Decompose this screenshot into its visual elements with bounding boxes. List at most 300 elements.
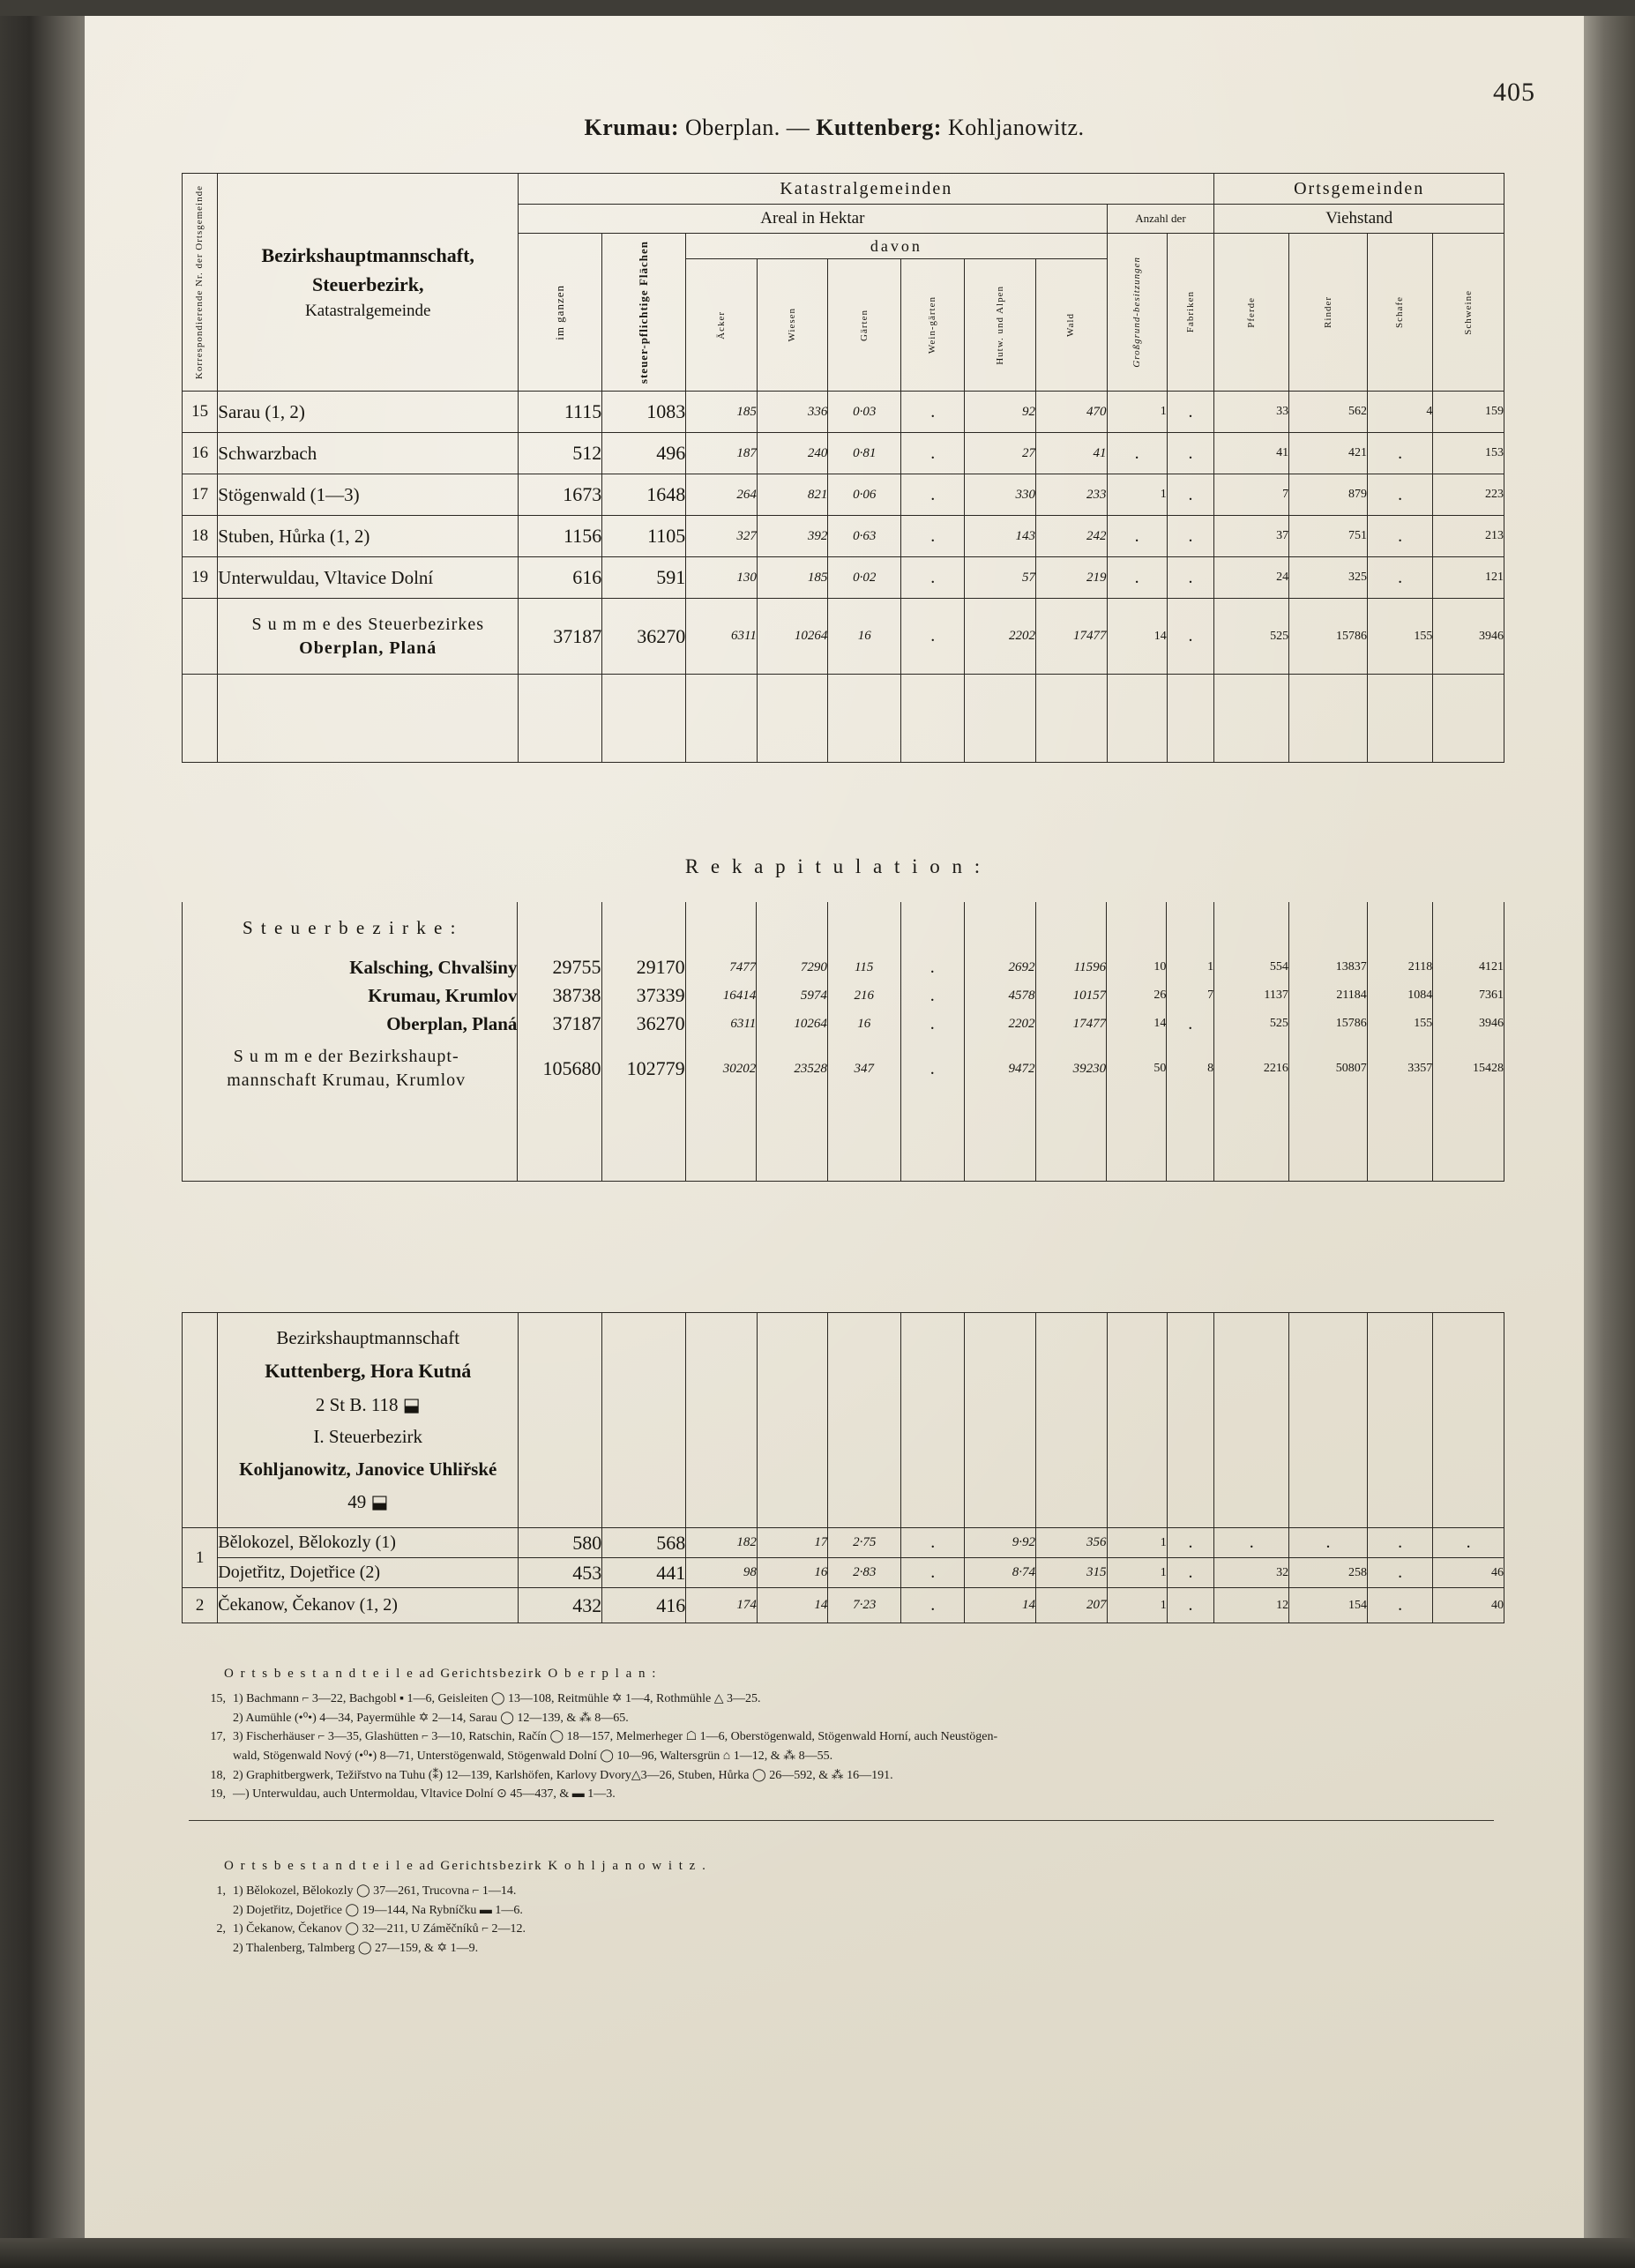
header-right-district: Kuttenberg: — [816, 115, 942, 140]
blank-cell — [686, 675, 758, 763]
statistics-table — [182, 173, 1504, 763]
total-steuer: 102779 — [601, 1038, 685, 1100]
blank-cell — [828, 675, 901, 763]
blank-cell — [757, 1100, 828, 1181]
blank-cell — [601, 1100, 685, 1181]
footnote-body: Fischerhäuser ⌐ 3—35, Glashütten ⌐ 3—10, Ratschin, Račín ◯ 18—157, Melmerheger ☖ 1—6, Oberstögenwald, Stögenwald Horní, auch Neustögen- — [246, 1730, 998, 1744]
kuttenberg-title-row — [183, 1313, 1504, 1528]
cell-gross: 1 — [1107, 1558, 1167, 1588]
footnote-text — [233, 1766, 1494, 1786]
cell-acker: 327 — [686, 516, 758, 557]
cell-gross: . — [1107, 557, 1167, 599]
blank-cell — [757, 1313, 828, 1528]
sum-fabr: . — [1167, 599, 1214, 675]
cell-steuer: 568 — [602, 1528, 686, 1558]
sum-gaerten: 16 — [828, 599, 901, 675]
cell-hutw: 4578 — [964, 981, 1035, 1010]
footnote-item — [189, 1727, 1494, 1747]
header-im-ganzen: im ganzen — [519, 234, 602, 392]
cell-schweine: 4121 — [1433, 953, 1504, 981]
cell-steuer: 496 — [602, 433, 686, 474]
cell-schweine: 153 — [1433, 433, 1504, 474]
cell-acker: 174 — [686, 1588, 758, 1623]
scan-edge-bottom — [0, 2238, 1635, 2268]
cell-hutw: 92 — [965, 392, 1036, 433]
row-index: 2 — [183, 1588, 218, 1623]
page-header — [85, 115, 1584, 141]
cell-schafe: . — [1367, 516, 1432, 557]
blank-cell — [685, 1100, 757, 1181]
blank-cell — [1288, 1100, 1367, 1181]
cell-schweine: 40 — [1433, 1588, 1504, 1623]
cell-hutw: 143 — [965, 516, 1036, 557]
blank-cell — [1289, 1313, 1368, 1528]
cell-wiesen: 16 — [757, 1558, 828, 1588]
row-index: 19 — [183, 557, 218, 599]
header-davon: davon — [686, 234, 1107, 259]
header-correspnr: Korrespondierende Nr. der Ortsgemeinde — [183, 174, 218, 392]
cell-im-ganzen: 512 — [519, 433, 602, 474]
cell-acker: 7477 — [685, 953, 757, 981]
blank-cell — [602, 675, 686, 763]
header-dash: — — [786, 115, 810, 140]
cell-wald: 315 — [1035, 1558, 1107, 1588]
blank-cell — [1214, 902, 1289, 953]
cell-wiesen: 7290 — [757, 953, 828, 981]
cell-wald: 207 — [1035, 1588, 1107, 1623]
blank-cell — [964, 902, 1035, 953]
sum-steuer: 36270 — [602, 599, 686, 675]
cell-schweine: . — [1433, 1528, 1504, 1558]
footnote-sub: 2) — [233, 1711, 243, 1725]
blank-cell — [1367, 675, 1432, 763]
cell-rinder: 751 — [1289, 516, 1368, 557]
footnote-text — [233, 1727, 1494, 1747]
recap-row — [183, 981, 1504, 1010]
cell-pferde: 24 — [1214, 557, 1289, 599]
cell-gross: 10 — [1107, 953, 1167, 981]
cell-im-ganzen: 37187 — [518, 1010, 601, 1038]
footnote-sub: 1) — [233, 1922, 243, 1936]
scanned-page — [85, 16, 1584, 2238]
header-viehstand: Viehstand — [1214, 205, 1504, 234]
cell-schafe: . — [1367, 474, 1432, 516]
recapitulation-table — [182, 902, 1504, 1182]
cell-steuer: 37339 — [601, 981, 685, 1010]
header-group-katastralgemeinden: Katastralgemeinden — [519, 174, 1214, 205]
footnote-number: 19, — [210, 1787, 226, 1802]
cell-hutw: 8·74 — [965, 1558, 1036, 1588]
blank-cell — [183, 675, 218, 763]
cell-pferde: 37 — [1214, 516, 1289, 557]
header-areal: Areal in Hektar — [519, 205, 1107, 234]
sum-gross: 14 — [1107, 599, 1167, 675]
sum-schweine: 3946 — [1433, 599, 1504, 675]
blank-cell — [1214, 1313, 1289, 1528]
cell-wein: . — [901, 392, 965, 433]
cell-rinder: 21184 — [1288, 981, 1367, 1010]
total-rinder: 50807 — [1288, 1038, 1367, 1100]
footnote-text — [233, 1901, 1494, 1921]
blank-cell — [900, 902, 964, 953]
footnote-body: wald, Stögenwald Nový (•⁰•) 8—71, Unterstögenwald, Stögenwald Dolní ◯ 10—96, Waltersgrün ⌂ 1—12, & ⁂ 8—55. — [233, 1749, 833, 1764]
cell-schafe: . — [1367, 1558, 1432, 1588]
sum-rinder: 15786 — [1289, 599, 1368, 675]
table-row — [183, 433, 1504, 474]
footnote-number: 17, — [210, 1730, 226, 1744]
cell-gaerten: 2·83 — [828, 1558, 901, 1588]
district-line3: 2 St B. 118 ⬓ — [315, 1393, 421, 1415]
header-katastralgemeinde: Katastralgemeinde — [305, 301, 431, 320]
cell-pferde: 33 — [1214, 392, 1289, 433]
recap-total-line1: S u m m e der Bezirkshaupt- — [233, 1047, 459, 1066]
blank-cell — [828, 1313, 901, 1528]
cell-hutw: 9·92 — [965, 1528, 1036, 1558]
table-sum-row — [183, 599, 1504, 675]
cell-schafe: 1084 — [1367, 981, 1432, 1010]
blank-cell — [1167, 902, 1214, 953]
blank-cell — [1107, 902, 1167, 953]
header-fabriken: Fabriken — [1167, 234, 1214, 392]
header-acker: Äcker — [686, 259, 758, 392]
row-name: Stögenwald (1—3) — [218, 474, 519, 516]
cell-wiesen: 392 — [757, 516, 828, 557]
cell-wald: 10157 — [1035, 981, 1107, 1010]
footnotes-kohljanowitz-heading: O r t s b e s t a n d t e i l e ad Gerichtsbezirk K o h l j a n o w i t z . — [224, 1859, 707, 1873]
cell-steuer: 441 — [602, 1558, 686, 1588]
cell-fabr: . — [1167, 392, 1214, 433]
cell-pferde: 1137 — [1214, 981, 1289, 1010]
footnote-number — [189, 1939, 233, 1958]
cell-schafe: 4 — [1367, 392, 1432, 433]
cell-im-ganzen: 1673 — [519, 474, 602, 516]
blank-cell — [1107, 675, 1167, 763]
cell-pferde: 12 — [1214, 1588, 1289, 1623]
blank-cell — [518, 902, 601, 953]
footnote-body: Thalenberg, Talmberg ◯ 27—159, & ✡ 1—9. — [245, 1942, 479, 1956]
footnote-number — [189, 1709, 233, 1728]
cell-steuer: 1083 — [602, 392, 686, 433]
district-line1: Bezirkshauptmannschaft — [276, 1327, 460, 1349]
recapitulation-title: R e k a p i t u l a t i o n : — [684, 855, 984, 877]
footnote-item — [189, 1709, 1494, 1728]
cell-schafe: 155 — [1367, 1010, 1432, 1038]
cell-rinder: 258 — [1289, 1558, 1368, 1588]
row-index: 18 — [183, 516, 218, 557]
blank-cell — [964, 1100, 1035, 1181]
table-row — [183, 474, 1504, 516]
header-steuerpflichtige: steuer-pflichtige Flächen — [602, 234, 686, 392]
row-index: 17 — [183, 474, 218, 516]
sum-label-line1: S u m m e des Steuerbezirkes — [251, 614, 484, 634]
cell-acker: 98 — [686, 1558, 758, 1588]
cell-gaerten: 0·02 — [828, 557, 901, 599]
cell-wein: . — [900, 981, 964, 1010]
cell-im-ganzen: 29755 — [518, 953, 601, 981]
cell-wald: 470 — [1035, 392, 1107, 433]
table-blank-row — [183, 675, 1504, 763]
blank-cell — [1433, 902, 1504, 953]
blank-cell — [1035, 1100, 1107, 1181]
footnote-number — [189, 1901, 233, 1921]
cell-wiesen: 821 — [757, 474, 828, 516]
cell-steuer: 29170 — [601, 953, 685, 981]
cell-pferde: 32 — [1214, 1558, 1289, 1588]
footnote-text — [233, 1920, 1494, 1939]
sum-index — [183, 599, 218, 675]
footnote-number: 15, — [210, 1692, 226, 1705]
row-name: Bělokozel, Bělokozly (1) — [218, 1528, 519, 1558]
cell-wald: 242 — [1035, 516, 1107, 557]
footnote-text — [233, 1939, 1494, 1958]
blank-cell — [519, 675, 602, 763]
header-schweine: Schweine — [1433, 234, 1504, 392]
district-line4: I. Steuerbezirk — [313, 1426, 423, 1448]
header-gaerten: Gärten — [828, 259, 901, 392]
footnote-sub: 2) — [233, 1942, 243, 1956]
recap-row — [183, 1010, 1504, 1038]
cell-hutw: 14 — [965, 1588, 1036, 1623]
footnote-body: Čekanow, Čekanov ◯ 32—211, U Záměčníků ⌐ 2—12. — [246, 1922, 526, 1936]
page-surface — [85, 16, 1584, 2238]
total-hutw: 9472 — [964, 1038, 1035, 1100]
sum-wiesen: 10264 — [757, 599, 828, 675]
cell-acker: 187 — [686, 433, 758, 474]
footnote-body: Dojetřitz, Dojetřice ◯ 19—144, Na Rybníčku ▬ 1—6. — [246, 1903, 523, 1917]
row-name: Sarau (1, 2) — [218, 392, 519, 433]
blank-cell — [686, 1313, 758, 1528]
cell-pferde: 41 — [1214, 433, 1289, 474]
cell-wald: 41 — [1035, 433, 1107, 474]
header-group-ortsgemeinden: Ortsgemeinden — [1214, 174, 1504, 205]
footnote-text — [233, 1882, 1494, 1901]
blank-cell — [1167, 1100, 1214, 1181]
header-weingaerten: Wein-gärten — [901, 259, 965, 392]
cell-steuer: 36270 — [601, 1010, 685, 1038]
scan-edge-left — [0, 0, 85, 2268]
header-pferde: Pferde — [1214, 234, 1289, 392]
row-index: 1 — [183, 1528, 218, 1588]
sum-wald: 17477 — [1035, 599, 1107, 675]
blank-cell — [1289, 675, 1368, 763]
footnote-sub: 2) — [233, 1903, 243, 1917]
blank-cell — [1367, 902, 1432, 953]
footnotes-oberplan — [189, 1667, 1494, 1833]
blank-cell — [965, 675, 1036, 763]
footnote-body: Bachmann ⌐ 3—22, Bachgobl ▪ 1—6, Geisleiten ◯ 13—108, Reitmühle ✡ 1—4, Rothmühle △ 3—25. — [246, 1692, 761, 1705]
cell-gaerten: 16 — [827, 1010, 900, 1038]
cell-gross: 1 — [1107, 474, 1167, 516]
total-wald: 39230 — [1035, 1038, 1107, 1100]
cell-wein: . — [900, 1010, 964, 1038]
cell-gaerten: 0·81 — [828, 433, 901, 474]
cell-rinder: . — [1289, 1528, 1368, 1558]
total-im-ganzen: 105680 — [518, 1038, 601, 1100]
cell-gaerten: 0·06 — [828, 474, 901, 516]
footnote-body: Bělokozel, Bělokozly ◯ 37—261, Trucovna ⌐ 1—14. — [246, 1884, 517, 1898]
footnote-item — [189, 1939, 1494, 1958]
blank-cell — [518, 1100, 601, 1181]
footnote-number: 2, — [216, 1922, 226, 1936]
blank-cell — [601, 902, 685, 953]
cell-rinder: 154 — [1289, 1588, 1368, 1623]
table-row — [183, 1558, 1504, 1588]
footnote-sub: 3) — [233, 1730, 243, 1744]
footnote-sub: 1) — [233, 1884, 243, 1898]
cell-schweine: 7361 — [1433, 981, 1504, 1010]
cell-acker: 182 — [686, 1528, 758, 1558]
cell-gaerten: 216 — [827, 981, 900, 1010]
cell-fabr: . — [1167, 433, 1214, 474]
sum-schafe: 155 — [1367, 599, 1432, 675]
cell-schafe: . — [1367, 557, 1432, 599]
total-fabr: 8 — [1167, 1038, 1214, 1100]
blank-cell — [183, 1100, 518, 1181]
cell-rinder: 15786 — [1288, 1010, 1367, 1038]
cell-wein: . — [901, 1528, 965, 1558]
cell-pferde: . — [1214, 1528, 1289, 1558]
footnote-sub: —) — [233, 1787, 250, 1802]
cell-schafe: . — [1367, 1528, 1432, 1558]
header-grossgrund: Großgrund-besitzungen — [1107, 234, 1167, 392]
cell-schweine: 3946 — [1433, 1010, 1504, 1038]
footnotes-kohljanowitz — [189, 1859, 1494, 1958]
cell-rinder: 325 — [1289, 557, 1368, 599]
cell-wein: . — [901, 433, 965, 474]
recap-row-name: Oberplan, Planá — [183, 1010, 518, 1038]
footnote-item — [189, 1690, 1494, 1709]
cell-schweine: 46 — [1433, 1558, 1504, 1588]
header-left-district: Krumau: — [584, 115, 679, 140]
row-index: 15 — [183, 392, 218, 433]
total-wiesen: 23528 — [757, 1038, 828, 1100]
row-index: 16 — [183, 433, 218, 474]
sum-label-line2: Oberplan, Planá — [299, 638, 437, 658]
cell-schweine: 213 — [1433, 516, 1504, 557]
cell-acker: 264 — [686, 474, 758, 516]
cell-gross: 14 — [1107, 1010, 1167, 1038]
cell-steuer: 591 — [602, 557, 686, 599]
cell-fabr: . — [1167, 1588, 1214, 1623]
table-row — [183, 1528, 1504, 1558]
scan-edge-right — [1584, 0, 1635, 2268]
footnote-sub: 2) — [233, 1768, 243, 1782]
blank-cell — [1107, 1100, 1167, 1181]
kuttenberg-table — [182, 1312, 1504, 1623]
recap-row — [183, 953, 1504, 981]
cell-wald: 233 — [1035, 474, 1107, 516]
footnote-item — [189, 1920, 1494, 1939]
blank-cell — [1367, 1100, 1432, 1181]
cell-wiesen: 17 — [757, 1528, 828, 1558]
total-schweine: 15428 — [1433, 1038, 1504, 1100]
cell-wein: . — [901, 474, 965, 516]
header-wiesen: Wiesen — [757, 259, 828, 392]
recap-blank-row — [183, 1100, 1504, 1181]
footnote-item — [189, 1785, 1494, 1804]
cell-fabr: 7 — [1167, 981, 1214, 1010]
footnote-text — [233, 1690, 1494, 1709]
cell-rinder: 421 — [1289, 433, 1368, 474]
blank-cell — [1214, 1100, 1289, 1181]
footnote-text — [233, 1785, 1494, 1804]
blank-cell — [1167, 675, 1214, 763]
footnotes-divider — [189, 1820, 1494, 1821]
blank-cell — [901, 675, 965, 763]
total-wein: . — [900, 1038, 964, 1100]
cell-gross: . — [1107, 433, 1167, 474]
cell-im-ganzen: 38738 — [518, 981, 601, 1010]
blank-cell — [1433, 1100, 1504, 1181]
header-left-place: Oberplan. — [685, 115, 780, 140]
cell-gaerten: 0·03 — [828, 392, 901, 433]
blank-cell — [1367, 1313, 1432, 1528]
cell-steuer: 1105 — [602, 516, 686, 557]
blank-cell — [602, 1313, 686, 1528]
footnote-item — [189, 1901, 1494, 1921]
total-gaerten: 347 — [827, 1038, 900, 1100]
cell-rinder: 13837 — [1288, 953, 1367, 981]
cell-schafe: . — [1367, 433, 1432, 474]
cell-gross: . — [1107, 516, 1167, 557]
recap-total-label — [183, 1038, 518, 1100]
footnote-number — [189, 1747, 233, 1766]
cell-rinder: 879 — [1289, 474, 1368, 516]
district-line2: Kuttenberg, Hora Kutná — [265, 1360, 472, 1383]
header-bezirkshauptmannschaft: Bezirkshauptmannschaft, — [261, 243, 474, 266]
blank-cell — [685, 902, 757, 953]
header-steuerbezirk: Steuerbezirk, — [312, 272, 424, 295]
cell-hutw: 330 — [965, 474, 1036, 516]
cell-hutw: 2692 — [964, 953, 1035, 981]
footnote-number: 18, — [210, 1768, 226, 1782]
blank-cell — [1035, 675, 1107, 763]
footnote-body: Aumühle (•⁰•) 4—34, Payermühle ✡ 2—14, Sarau ◯ 12—139, & ⁂ 8—65. — [245, 1711, 629, 1725]
cell-im-ganzen: 453 — [519, 1558, 602, 1588]
sum-wein: . — [901, 599, 965, 675]
cell-gaerten: 115 — [827, 953, 900, 981]
table-row — [183, 557, 1504, 599]
recap-total-line2: mannschaft Krumau, Krumlov — [227, 1071, 467, 1090]
cell-gross: 1 — [1107, 1588, 1167, 1623]
cell-fabr: . — [1167, 474, 1214, 516]
recap-total-row — [183, 1038, 1504, 1100]
footnote-item — [189, 1766, 1494, 1786]
cell-wein: . — [901, 1558, 965, 1588]
header-schafe: Schafe — [1367, 234, 1432, 392]
blank-cell — [183, 1313, 218, 1528]
cell-gaerten: 0·63 — [828, 516, 901, 557]
cell-wald: 219 — [1035, 557, 1107, 599]
cell-pferde: 7 — [1214, 474, 1289, 516]
cell-fabr: . — [1167, 1558, 1214, 1588]
sum-acker: 6311 — [686, 599, 758, 675]
recap-row-name: Kalsching, Chvalšiny — [183, 953, 518, 981]
blank-cell — [1035, 902, 1107, 953]
cell-gaerten: 7·23 — [828, 1588, 901, 1623]
district-line5: Kohljanowitz, Janovice Uhliřské — [239, 1459, 497, 1481]
cell-wald: 11596 — [1035, 953, 1107, 981]
cell-acker: 130 — [686, 557, 758, 599]
header-right-place: Kohljanowitz. — [947, 115, 1085, 140]
cell-wein: . — [901, 516, 965, 557]
district-line6: 49 ⬓ — [347, 1490, 389, 1512]
row-name: Čekanow, Čekanov (1, 2) — [218, 1588, 519, 1623]
table-row — [183, 1588, 1504, 1623]
cell-pferde: 554 — [1214, 953, 1289, 981]
cell-acker: 6311 — [685, 1010, 757, 1038]
blank-cell — [1433, 1313, 1504, 1528]
